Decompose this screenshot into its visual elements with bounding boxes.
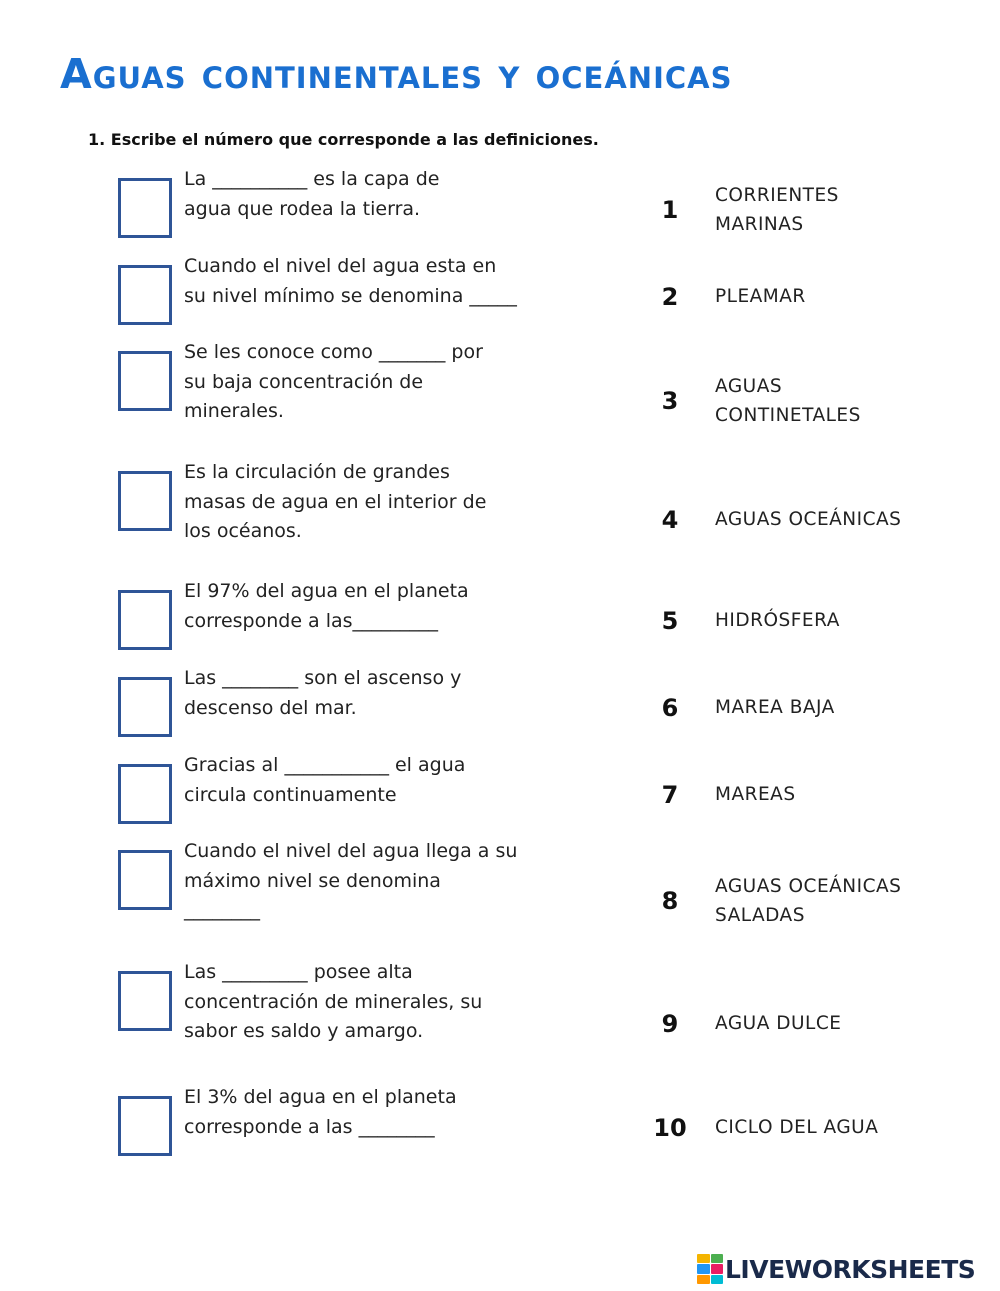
option-number: 5 bbox=[661, 606, 679, 635]
option-text: AGUAS OCEÁNICAS bbox=[715, 509, 902, 530]
question-text: Se les conoce como _______ por su baja concentración de minerales. bbox=[184, 341, 483, 422]
question-text: El 97% del agua en el planeta corresponde a las_________ bbox=[184, 580, 469, 632]
question-row bbox=[118, 667, 598, 737]
option-text: CICLO DEL AGUA bbox=[715, 1117, 879, 1138]
option-row bbox=[650, 780, 980, 809]
logo-tile bbox=[711, 1254, 724, 1263]
option-text: MAREA BAJA bbox=[715, 697, 835, 718]
option-row bbox=[650, 1009, 980, 1038]
question-text: Cuando el nivel del agua llega a su máximo nivel se denomina ________ bbox=[184, 840, 518, 921]
question-row bbox=[118, 255, 598, 325]
option-row bbox=[650, 693, 980, 722]
option-number: 3 bbox=[661, 387, 679, 415]
question-row bbox=[118, 168, 598, 238]
logo-tile bbox=[711, 1275, 724, 1284]
logo-tile bbox=[697, 1254, 710, 1263]
answer-box-2[interactable] bbox=[118, 265, 172, 325]
question-row bbox=[118, 754, 598, 824]
option-row bbox=[650, 505, 980, 534]
answer-box-1[interactable] bbox=[118, 178, 172, 238]
answer-box-5[interactable] bbox=[118, 590, 172, 650]
answer-box-7[interactable] bbox=[118, 764, 172, 824]
option-number: 6 bbox=[661, 693, 679, 722]
option-text: HIDRÓSFERA bbox=[715, 610, 840, 631]
answer-box-10[interactable] bbox=[118, 1096, 172, 1156]
option-number: 7 bbox=[661, 780, 679, 809]
question-text: Es la circulación de grandes masas de agua en el interior de los océanos. bbox=[184, 461, 487, 542]
question-row bbox=[118, 580, 598, 650]
option-number: 9 bbox=[661, 1009, 679, 1038]
option-number: 4 bbox=[661, 505, 679, 534]
brand-text: LIVEWORKSHEETS bbox=[725, 1254, 976, 1284]
question-text: El 3% del agua en el planeta corresponde a las ________ bbox=[184, 1086, 457, 1138]
option-number: 2 bbox=[661, 282, 679, 311]
question-text: Gracias al ___________ el agua circula continuamente bbox=[184, 754, 466, 806]
option-row bbox=[650, 1113, 980, 1142]
question-text: La __________ es la capa de agua que rodea la tierra. bbox=[184, 168, 440, 220]
option-row bbox=[650, 872, 980, 930]
answer-box-6[interactable] bbox=[118, 677, 172, 737]
instruction-text: 1. Escribe el número que corresponde a las definiciones. bbox=[88, 130, 599, 149]
option-text: AGUA DULCE bbox=[715, 1013, 842, 1034]
page-title: Aguas continentales y oceánicas bbox=[60, 50, 733, 98]
answer-box-8[interactable] bbox=[118, 850, 172, 910]
option-text: AGUAS OCEÁNICAS SALADAS bbox=[715, 876, 902, 926]
brand-logo-icon bbox=[697, 1254, 723, 1284]
option-number: 1 bbox=[661, 196, 679, 224]
option-text: PLEAMAR bbox=[715, 286, 806, 307]
option-number: 10 bbox=[653, 1113, 687, 1142]
answer-box-4[interactable] bbox=[118, 471, 172, 531]
question-text: Las ________ son el ascenso y descenso del mar. bbox=[184, 667, 462, 719]
option-row bbox=[650, 282, 980, 311]
option-row bbox=[650, 606, 980, 635]
option-row bbox=[650, 372, 980, 430]
question-row bbox=[118, 961, 598, 1047]
option-text: CORRIENTES MARINAS bbox=[715, 185, 839, 235]
question-text: Las _________ posee alta concentración de minerales, su sabor es saldo y amargo. bbox=[184, 961, 483, 1042]
question-row bbox=[118, 1086, 598, 1156]
question-row bbox=[118, 461, 598, 547]
option-number: 8 bbox=[661, 887, 679, 915]
question-row bbox=[118, 341, 598, 427]
answer-box-9[interactable] bbox=[118, 971, 172, 1031]
answer-box-3[interactable] bbox=[118, 351, 172, 411]
option-text: MAREAS bbox=[715, 784, 796, 805]
option-text: AGUAS CONTINETALES bbox=[715, 376, 861, 426]
question-text: Cuando el nivel del agua esta en su nivel mínimo se denomina _____ bbox=[184, 255, 517, 307]
logo-tile bbox=[697, 1275, 710, 1284]
logo-tile bbox=[697, 1264, 710, 1273]
logo-tile bbox=[711, 1264, 724, 1273]
liveworksheets-brand bbox=[697, 1254, 975, 1284]
option-row bbox=[650, 181, 980, 239]
question-row bbox=[118, 840, 598, 926]
